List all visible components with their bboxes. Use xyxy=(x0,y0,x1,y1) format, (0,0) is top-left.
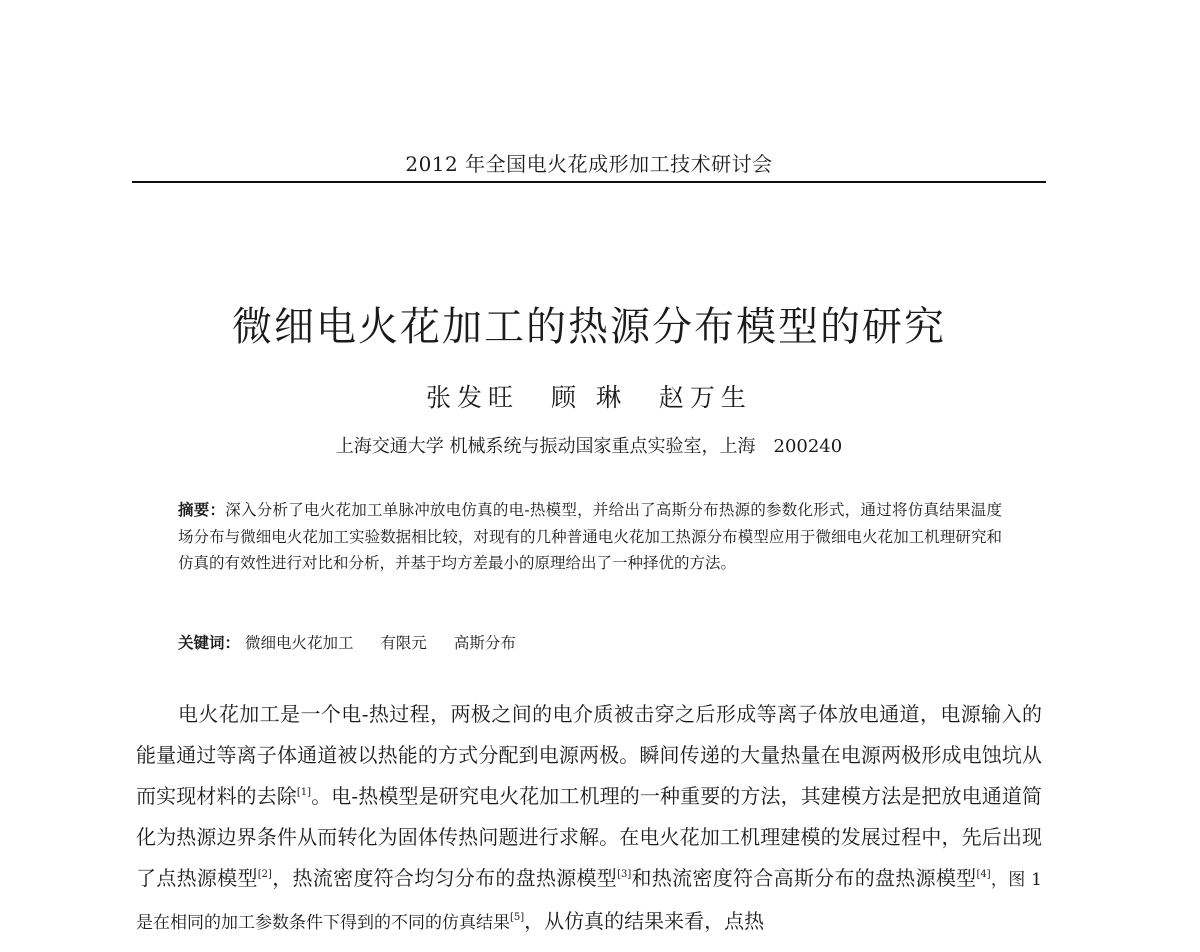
body-text-segment: ，热流密度符合均匀分布的盘热源模型 xyxy=(271,866,618,890)
body-text-segment: 电火花加工是一个电-热过程，两极之间的电介质被击穿之后形成等离子体放电通道，电源输入的能量通过等离子体通道被以热能的方式分配到电源两极。瞬间传递的大量热量在电源两极形成电蚀坑从而实现材料的去除 xyxy=(136,702,1042,808)
citation-ref: [4] xyxy=(976,869,991,880)
abstract-text: 深入分析了电火花加工单脉冲放电仿真的电-热模型，并给出了高斯分布热源的参数化形式，通过将仿真结果温度场分布与微细电火花加工实验数据相比较，对现有的几种普通电火花加工热源分布模型应用于微细电火花加工机理研究和仿真的有效性进行对比和分析，并基于均方差最小的原理给出了一种择优的方法。 xyxy=(178,501,1002,572)
keyword: 有限元 xyxy=(380,634,427,652)
citation-ref: [2] xyxy=(257,869,272,880)
author-name: 赵万生 xyxy=(658,383,752,412)
body-text-segment: 。电-热模型是研究电火花加工机理的一种重要的方法，其建模方法是把放电通道简化为热源边界条件从而转化为固体传热问题进行求解。在电火花加工机理建模的发展过程中，先后出现了点热源模型 xyxy=(136,784,1042,890)
body-text-segment: ，图 1 是在相同的加工参数条件下得到的不同的仿真结果 xyxy=(136,870,1042,933)
author-name: 张发旺 xyxy=(426,383,520,412)
citation-ref: [3] xyxy=(617,869,632,880)
body-text-segment: 和热流密度符合高斯分布的盘热源模型 xyxy=(631,866,977,890)
header-rule xyxy=(132,181,1046,183)
running-header: 2012 年全国电火花成形加工技术研讨会 xyxy=(405,152,773,176)
body-paragraph xyxy=(136,694,1042,944)
abstract-label: 摘要： xyxy=(178,500,226,519)
abstract xyxy=(178,497,1002,577)
keywords xyxy=(178,630,1002,656)
body-text-segment: ，从仿真的结果来看，点热 xyxy=(524,909,765,933)
author-name: 顾 琳 xyxy=(551,383,627,412)
citation-ref: [5] xyxy=(510,912,525,923)
paper-title: 微细电火花加工的热源分布模型的研究 xyxy=(232,303,946,350)
citation-ref: [1] xyxy=(296,787,312,798)
affiliation: 上海交通大学 机械系统与振动国家重点实验室，上海 200240 xyxy=(335,436,843,457)
author-list xyxy=(132,378,1046,414)
keyword: 高斯分布 xyxy=(453,634,516,652)
keywords-label: 关键词： xyxy=(178,633,241,652)
keyword: 微细电火花加工 xyxy=(244,634,354,652)
